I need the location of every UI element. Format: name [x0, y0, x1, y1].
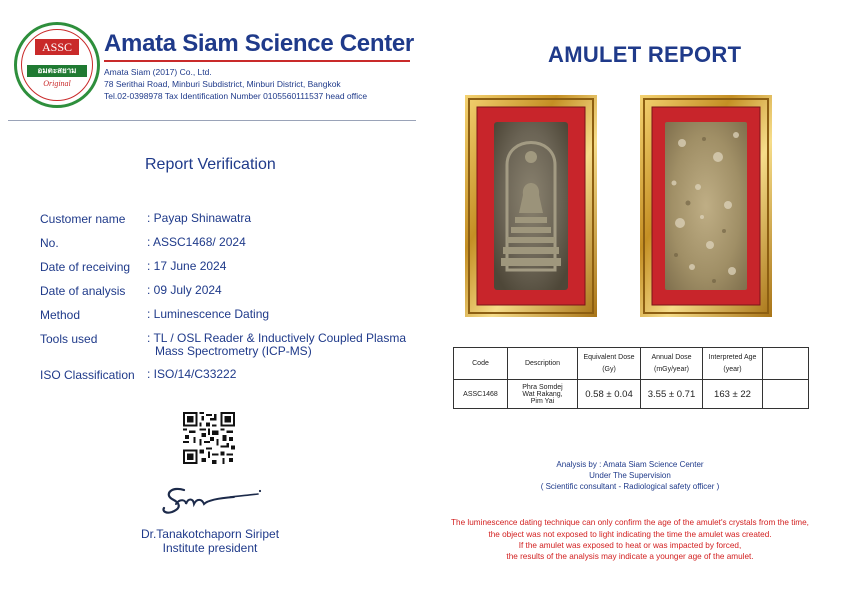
field-value-iso: : ISO/14/C33222	[147, 367, 237, 381]
field-value-number: : ASSC1468/ 2024	[147, 235, 246, 249]
field-label-iso: ISO Classification	[40, 368, 135, 382]
company-logo	[14, 22, 100, 108]
signer-title: Institute president	[162, 541, 258, 555]
company-legal-name: Amata Siam (2017) Co., Ltd.	[104, 67, 212, 77]
table-header-row	[454, 348, 809, 380]
field-value-tools-line2: Mass Spectrometry (ICP-MS)	[155, 344, 312, 358]
disclaimer-line-1: The luminescence dating technique can only confirm the age of the amulet's crystals from the time,	[451, 518, 809, 527]
signer-name: Dr.Tanakotchaporn Siripet	[140, 527, 280, 541]
logo-abbreviation: ASSC	[35, 39, 79, 55]
signature-image	[160, 482, 264, 516]
amulet-front-photo	[465, 95, 597, 317]
header-equivalent-dose: Equivalent Dose (Gy)	[578, 348, 641, 380]
field-label-customer: Customer name	[40, 212, 126, 226]
disclaimer-line-2: the object was not exposed to light indicating the time the amulet was created.	[488, 530, 772, 539]
cell-code: ASSC1468	[454, 380, 508, 409]
cell-description: Phra Somdej Wat Rakang, Pim Yai	[508, 380, 578, 409]
field-value-customer: : Payap Shinawatra	[147, 211, 252, 225]
analysis-consultant: ( Scientific consultant - Radiological safety officer )	[540, 482, 720, 491]
disclaimer-line-3: If the amulet was exposed to heat or was impacted by forced,	[518, 541, 742, 550]
field-label-tools: Tools used	[40, 332, 98, 346]
company-details	[104, 66, 367, 102]
header-code: Code	[454, 348, 508, 380]
table-row	[454, 380, 809, 409]
company-name-underline	[104, 60, 410, 62]
cell-equivalent-dose: 0.58 ± 0.04	[578, 380, 641, 409]
field-value-tools-line1: : TL / OSL Reader & Inductively Coupled Plasma	[147, 331, 407, 345]
results-table	[453, 347, 809, 409]
company-name: Amata Siam Science Center	[104, 30, 414, 57]
header-annual-dose: Annual Dose (mGy/year)	[641, 348, 703, 380]
field-label-date-receiving: Date of receiving	[40, 260, 131, 274]
cell-empty	[763, 380, 809, 409]
disclaimer-line-4: the results of the analysis may indicate a younger age of the amulet.	[506, 552, 754, 561]
field-value-tools	[147, 332, 406, 358]
field-label-date-analysis: Date of analysis	[40, 284, 126, 298]
field-value-date-analysis: : 09 July 2024	[147, 283, 222, 297]
header-description: Description	[508, 348, 578, 380]
header-divider	[8, 120, 416, 121]
analysis-supervision: Under The Supervision	[589, 471, 671, 480]
cell-interpreted-age: 163 ± 22	[703, 380, 763, 409]
company-address: 78 Serithai Road, Minburi Subdistrict, Minburi District, Bangkok	[104, 79, 341, 89]
company-contact: Tel.02-0398978 Tax Identification Number 0105560111537 head office	[104, 91, 368, 101]
verification-title: Report Verification	[145, 156, 276, 173]
header-empty	[763, 348, 809, 380]
header-interpreted-age-unit: (year)	[723, 366, 742, 373]
header-equivalent-dose-unit: (Gy)	[602, 366, 616, 373]
field-label-number: No.	[40, 236, 59, 250]
field-label-method: Method	[40, 308, 81, 322]
header-annual-dose-unit: (mGy/year)	[654, 366, 689, 373]
field-value-date-receiving: : 17 June 2024	[147, 259, 227, 273]
qr-code[interactable]	[183, 412, 235, 464]
field-value-method: : Luminescence Dating	[147, 307, 270, 321]
header-interpreted-age: Interpreted Age (year)	[703, 348, 763, 380]
logo-tagline: Original	[43, 79, 71, 88]
report-title: AMULET REPORT	[548, 42, 742, 67]
cell-annual-dose: 3.55 ± 0.71	[641, 380, 703, 409]
analysis-by: Analysis by : Amata Siam Science Center	[556, 460, 704, 469]
logo-brand-text: อมตะสยาม	[27, 65, 87, 77]
amulet-back-photo	[640, 95, 772, 317]
